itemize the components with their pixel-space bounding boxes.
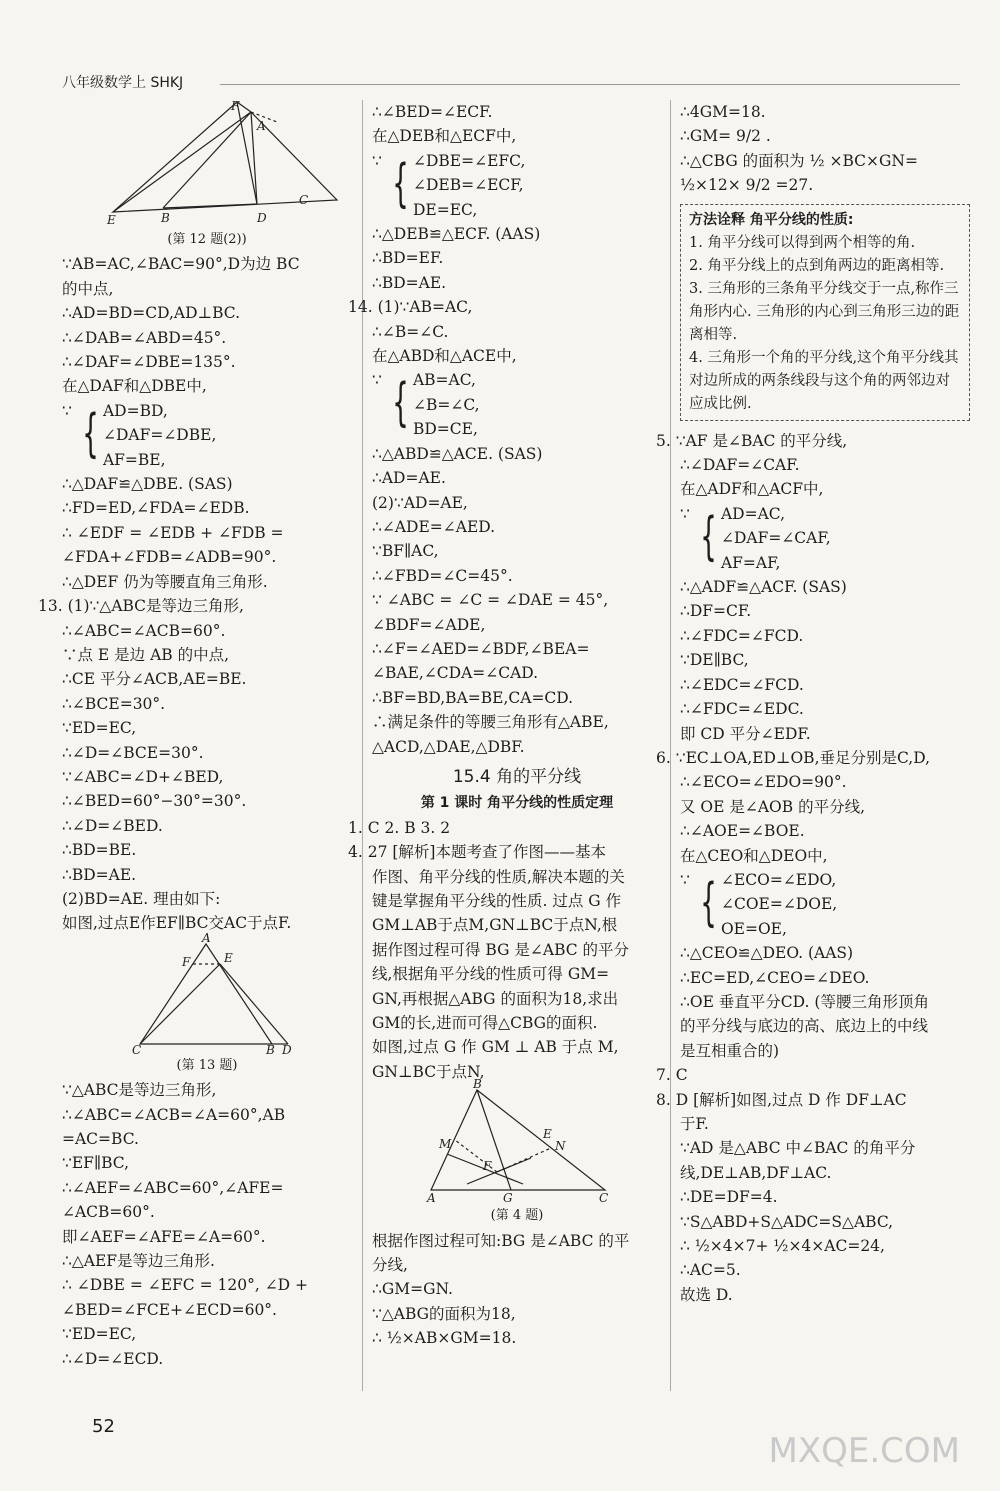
figure-label: D (282, 1042, 292, 1057)
watermark: MXQE.COM (768, 1431, 960, 1471)
text-line: ½×12× 9/2 =27. (680, 176, 814, 195)
text-line: ∴∠DAF=∠DBE=135°. (62, 353, 236, 372)
text-line: 在△DEB和△ECF中, (372, 127, 517, 146)
text-line: ∴△ABD≌△ACE. (SAS) (372, 444, 543, 463)
text-line: ∴BD=EF. (372, 249, 444, 268)
condition-brace: ∵ { AD=AC, ∠DAF=∠CAF, AF=AF, (680, 502, 970, 575)
text-line: ∵ED=EC, (62, 1325, 137, 1344)
text-line: ∴∠DAF=∠CAF. (680, 456, 800, 475)
text-line: ∴FD=ED,∠FDA=∠EDB. (62, 499, 250, 518)
text-line: 如图,过点E作EF∥BC交AC于点F. (62, 914, 292, 933)
text-line: (2)∵AD=AE, (372, 493, 468, 512)
text-line: BD=CE, (412, 420, 478, 439)
page-number: 52 (92, 1416, 115, 1437)
text-line: ∴GM= 9/2 . (680, 127, 771, 146)
text-line: ∵∠ABC=∠D+∠BED, (62, 767, 224, 786)
text-line: ∠ECO=∠EDO, (720, 870, 837, 889)
text-line: (2)BD=AE. 理由如下: (62, 889, 221, 908)
text-line: ∴ ∠EDF = ∠EDB + ∠FDB = (62, 523, 284, 542)
text-line: ∵EF∥BC, (62, 1154, 130, 1173)
section-title: 15.4 角的平分线 (452, 766, 582, 787)
text-line: 故选 D. (680, 1285, 733, 1304)
text-line: ∠ACB=60°. (62, 1203, 155, 1222)
brace-icon: { (700, 506, 717, 567)
text-line: 线,DE⊥AB,DF⊥AC. (680, 1163, 832, 1182)
text-line: ∴∠D=∠BCE=30°. (62, 743, 204, 762)
text-line: △ACD,△DAE,△DBF. (372, 737, 525, 756)
text-line: 13. (1)∵△ABC是等边三角形, (38, 597, 244, 616)
text-line: =AC=BC. (62, 1130, 139, 1148)
figure-label: F (182, 954, 191, 969)
text-line: 8. D [解析]如图,过点 D 作 DF⊥AC (656, 1090, 907, 1109)
figure-label: M (439, 1137, 452, 1152)
text-line: ∴∠AOE=∠BOE. (680, 822, 805, 841)
figure-caption: (第 4 题) (490, 1208, 544, 1224)
figure-13 (122, 930, 292, 1057)
text-line: ∴BF=BD,BA=BE,CA=CD. (372, 688, 574, 707)
text-line: ∴∠ECO=∠EDO=90°. (680, 773, 847, 792)
text-line: 的中点, (62, 279, 114, 298)
condition-brace: ∵ { AD=BD, ∠DAF=∠DBE, AF=BE, (62, 399, 352, 472)
tip-line: 1. 角平分线可以得到两个相等的角. (689, 234, 916, 251)
text-line: ∴DF=CF. (680, 602, 752, 621)
text-line: 于F. (680, 1115, 709, 1133)
figure-label: A (427, 1191, 436, 1206)
text-line: AD=BD, (102, 401, 168, 420)
text-line: ∴满足条件的等腰三角形有△ABE, (372, 713, 609, 732)
text-line: 是互相重合的) (680, 1041, 780, 1060)
brace-icon: { (82, 403, 99, 464)
text-line: OE=OE, (720, 919, 787, 938)
text-line: ∵ED=EC, (62, 719, 137, 738)
figure-caption: (第 13 题) (176, 1057, 238, 1073)
text-line: ∵ ∠ABC = ∠C = ∠DAE = 45°, (372, 591, 609, 610)
text-line: ∴∠D=∠BED. (62, 816, 163, 835)
figure-label: B (473, 1077, 482, 1092)
text-line: 分线, (372, 1256, 408, 1275)
text-line: ∴△DAF≌△DBE. (SAS) (62, 475, 233, 494)
text-line: ∴∠FDC=∠EDC. (680, 700, 804, 719)
text-line: ∴△ADF≌△ACF. (SAS) (680, 578, 847, 597)
text-line: ∴∠BCE=30°. (62, 694, 166, 713)
text-line: 的平分线与底边的高、底边上的中线 (680, 1017, 929, 1036)
text-line: 4. 27 [解析]本题考查了作图——基本 (348, 843, 606, 862)
text-line: 即∠AEF=∠AFE=∠A=60°. (62, 1227, 266, 1246)
text-line: ∴△DEB≌△ECF. (AAS) (372, 225, 541, 244)
text-line: 在△CEO和△DEO中, (680, 846, 828, 865)
text-line: AF=AF, (720, 553, 781, 572)
text-line: 14. (1)∵AB=AC, (348, 298, 473, 317)
tip-line: 2. 角平分线上的点到角两边的距离相等. (689, 257, 945, 274)
column-3 (656, 100, 970, 1307)
text-line: ∠BED=∠FCE+∠ECD=60°. (62, 1300, 277, 1319)
text-line: 1. C 2. B 3. 2 (348, 818, 451, 837)
text-line: ∠DAF=∠DBE, (102, 426, 217, 445)
text-line: ∴△CBG 的面积为 ½ ×BC×GN= (680, 151, 918, 170)
text-line: ∴AD=BD=CD,AD⊥BC. (62, 304, 241, 323)
text-line: ∴EC=ED,∠CEO=∠DEO. (680, 968, 870, 987)
tip-line: 3. 三角形的三条角平分线交于一点,称作三角形内心. 三角形的内心到三角形三边的距离相等. (689, 280, 960, 343)
column-1 (38, 99, 352, 1371)
text-line: ∴∠ABC=∠ACB=∠A=60°,AB (62, 1105, 286, 1124)
text-line: ∠BDF=∠ADE, (372, 615, 486, 634)
text-line: ∴∠EDC=∠FCD. (680, 675, 804, 694)
figure-label: F (231, 99, 240, 113)
condition-brace: ∵ { ∠DBE=∠EFC, ∠DEB=∠ECF, DE=EC, (372, 149, 662, 222)
text-line: ∴△AEF是等边三角形. (62, 1252, 215, 1271)
method-tip-box (680, 204, 970, 421)
text-line: AF=BE, (102, 450, 166, 469)
text-line: 线,根据角平分线的性质可得 GM= (372, 965, 610, 984)
text-line: ∴ ∠DBE = ∠EFC = 120°, ∠D + (62, 1276, 309, 1295)
text-line: ∴△DEF 仍为等腰直角三角形. (62, 572, 268, 591)
figure-label: F (483, 1159, 492, 1174)
text-line: ∴∠F=∠AED=∠BDF,∠BEA= (372, 639, 590, 658)
text-line: ∴AC=5. (680, 1261, 741, 1280)
lesson-title: 第 1 课时 角平分线的性质定理 (420, 795, 614, 812)
text-line: ∴△CEO≌△DEO. (AAS) (680, 944, 854, 963)
text-line: 作图、角平分线的性质,解决本题的关 (372, 867, 625, 886)
text-line: ∵AB=AC,∠BAC=90°,D为边 BC (62, 255, 300, 274)
text-line: DE=EC, (412, 200, 478, 219)
text-line: ∵点 E 是边 AB 的中点, (62, 645, 230, 664)
text-line: ∵△ABC是等边三角形, (62, 1081, 217, 1100)
header: 八年级数学上 SHKJ (62, 75, 184, 91)
text-line: AB=AC, (412, 371, 476, 390)
figure-label: E (107, 213, 116, 227)
figure-caption: (第 12 题(2)) (167, 232, 247, 247)
text-line: 如图,过点 G 作 GM ⊥ AB 于点 M, (372, 1038, 619, 1057)
text-line: 根据作图过程可知:BG 是∠ABC 的平 (372, 1231, 630, 1250)
text-line: 在△ADF和△ACF中, (680, 480, 824, 499)
text-line: 在△ABD和△ACE中, (372, 347, 517, 366)
text-line: ∴∠AEF=∠ABC=60°,∠AFE= (62, 1178, 284, 1197)
text-line: GN,再根据△ABG 的面积为18,求出 (372, 989, 619, 1008)
text-line: ∴4GM=18. (680, 103, 766, 121)
text-line: GN⊥BC于点N, (372, 1062, 485, 1081)
column-2 (348, 100, 662, 1351)
text-line: 据作图过程可得 BG 是∠ABC 的平分 (372, 940, 630, 959)
text-line: ∵AD 是△ABC 中∠BAC 的角平分 (680, 1139, 916, 1158)
text-line: ∴ ½×4×7+ ½×4×AC=24, (680, 1237, 885, 1256)
text-line: ∴∠ADE=∠AED. (372, 517, 496, 536)
text-line: ∴∠D=∠ECD. (62, 1349, 164, 1368)
tip-title: 方法诠释 角平分线的性质: (689, 211, 854, 228)
figure-12-2 (107, 100, 307, 228)
text-line: ∴GM=GN. (372, 1280, 453, 1299)
text-line: 6. ∵EC⊥OA,ED⊥OB,垂足分别是C,D, (656, 748, 931, 767)
figure-label: A (202, 930, 211, 945)
tip-line: 4. 三角形一个角的平分线,这个角平分线其对边所成的两条线段与这个角的两邻边对应成比例. (689, 349, 959, 412)
figure-label: C (299, 193, 309, 207)
text-line: ∴∠B=∠C. (372, 322, 449, 341)
figure-label: D (257, 211, 267, 225)
text-line: ∴AD=AE. (372, 469, 446, 488)
figure-label: B (161, 211, 170, 225)
text-line: GM的长,进而可得△CBG的面积. (372, 1014, 598, 1033)
text-line: ∴CE 平分∠ACB,AE=BE. (62, 670, 247, 689)
text-line: 在△DAF和△DBE中, (62, 377, 207, 396)
figure-label: A (257, 119, 266, 133)
text-line: ∴∠DAB=∠ABD=45°. (62, 328, 227, 347)
text-line: ∴BD=BE. (62, 841, 137, 860)
text-line: AD=AC, (720, 504, 786, 523)
figure-label: G (503, 1191, 513, 1206)
figure-label: N (555, 1139, 566, 1154)
text-line: ∴∠BED=∠ECF. (372, 103, 493, 121)
text-line: ∴∠FDC=∠FCD. (680, 626, 804, 645)
text-line: ∠DEB=∠ECF, (412, 176, 524, 195)
brace-icon: { (392, 373, 409, 434)
text-line: ∠DAF=∠CAF, (720, 529, 831, 548)
text-line: ∠FDA+∠FDB=∠ADB=90°. (62, 548, 277, 567)
text-line: 5. ∵AF 是∠BAC 的平分线, (656, 431, 848, 450)
brace-icon: { (392, 153, 409, 214)
condition-brace: ∵ { ∠ECO=∠EDO, ∠COE=∠DOE, OE=OE, (680, 868, 970, 941)
text-line: ∠DBE=∠EFC, (412, 151, 526, 170)
figure-label: C (599, 1191, 609, 1206)
text-line: ∴∠FBD=∠C=45°. (372, 566, 513, 585)
text-line: 即 CD 平分∠EDF. (680, 724, 811, 743)
text-line: ∴∠BED=60°−30°=30°. (62, 792, 247, 811)
text-line: 7. C (656, 1066, 688, 1085)
text-line: ∴BD=AE. (372, 273, 447, 292)
text-line: ∴OE 垂直平分CD. (等腰三角形顶角 (680, 992, 929, 1011)
column-divider (362, 100, 363, 1391)
text-line: ∵△ABG的面积为18, (372, 1304, 516, 1323)
text-line: ∵S△ABD+S△ADC=S△ABC, (680, 1212, 894, 1231)
header-rule (220, 84, 960, 85)
text-line: 又 OE 是∠AOB 的平分线, (680, 797, 866, 816)
figure-label: E (543, 1127, 552, 1142)
text-line: ∴ ½×AB×GM=18. (372, 1329, 517, 1348)
text-line: ∴DE=DF=4. (680, 1188, 778, 1207)
figure-label: B (266, 1042, 275, 1057)
text-line: ∴BD=AE. (62, 865, 137, 884)
text-line: ∵BF∥AC, (372, 542, 439, 561)
text-line: ∴∠ABC=∠ACB=60°. (62, 621, 226, 640)
text-line: ∠B=∠C, (412, 395, 480, 414)
figure-label: C (132, 1042, 142, 1057)
figure-4 (427, 1077, 609, 1206)
condition-brace: ∵ { AB=AC, ∠B=∠C, BD=CE, (372, 368, 662, 441)
text-line: ∠BAE,∠CDA=∠CAD. (372, 664, 539, 683)
text-line: ∠COE=∠DOE, (720, 895, 838, 914)
text-line: 键是掌握角平分线的性质. 过点 G 作 (372, 892, 622, 910)
brace-icon: { (700, 872, 717, 933)
figure-label: E (224, 950, 233, 965)
text-line: ∵DE∥BC, (680, 651, 749, 670)
text-line: GM⊥AB于点M,GN⊥BC于点N,根 (372, 916, 618, 935)
